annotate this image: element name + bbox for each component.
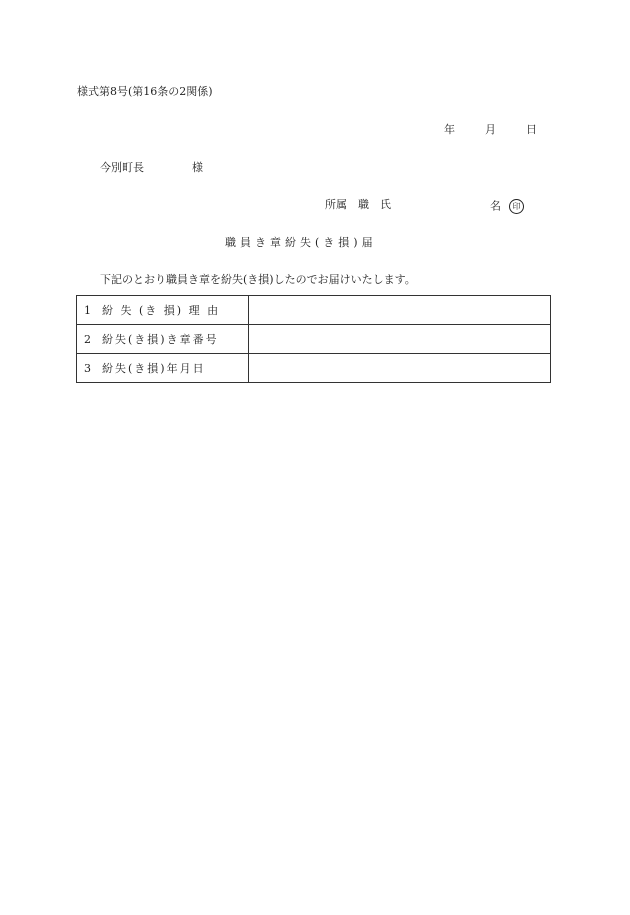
- date-month-label: 月: [485, 123, 496, 136]
- form-number: 様式第8号(第16条の2関係): [77, 85, 213, 98]
- table-row: [77, 354, 551, 383]
- addressee: [100, 162, 203, 173]
- date-day-label: 日: [526, 123, 537, 136]
- item-number: 3: [84, 362, 91, 375]
- addressee-honorific: 様: [192, 161, 203, 174]
- item-label-cell: [77, 325, 249, 354]
- seal-mark: 印: [509, 199, 524, 214]
- item-value-cell[interactable]: [249, 325, 551, 354]
- name-label: 名: [490, 199, 501, 213]
- date-line: [444, 124, 537, 135]
- table-row: [77, 296, 551, 325]
- affiliation-label: 所属 職 氏: [325, 198, 391, 211]
- addressee-name: 今別町長: [100, 161, 144, 174]
- date-year-label: 年: [444, 123, 455, 136]
- name-area: [490, 199, 524, 214]
- item-value-cell[interactable]: [249, 296, 551, 325]
- item-label-cell: [77, 296, 249, 325]
- items-table: [76, 295, 551, 383]
- item-label: 紛 失 (き 損) 理 由: [102, 304, 221, 317]
- item-label: 紛失(き損)き章番号: [102, 333, 219, 346]
- document-title: 職員き章紛失(き損)届: [225, 236, 377, 249]
- item-label-cell: [77, 354, 249, 383]
- item-label: 紛失(き損)年月日: [102, 362, 206, 375]
- intro-text: 下記のとおり職員き章を紛失(き損)したのでお届けいたします。: [100, 273, 416, 286]
- item-value-cell[interactable]: [249, 354, 551, 383]
- table-row: [77, 325, 551, 354]
- item-number: 2: [84, 333, 91, 346]
- item-number: 1: [84, 304, 91, 317]
